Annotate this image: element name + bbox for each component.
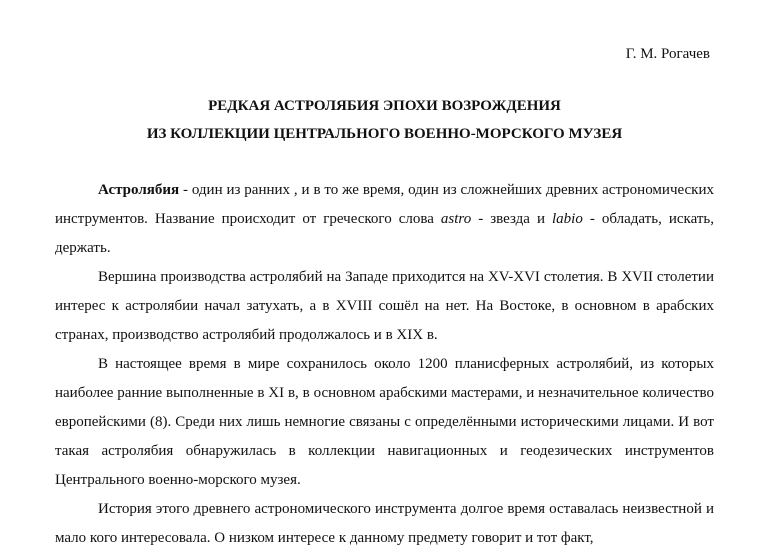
title-line-2: ИЗ КОЛЛЕКЦИИ ЦЕНТРАЛЬНОГО ВОЕННО-МОРСКОГО МУЗЕЯ — [146, 126, 623, 142]
p1-text-b: - звезда и — [471, 211, 552, 227]
author-name: Г. М. Рогачев — [625, 46, 710, 62]
word-labio: labio — [552, 211, 583, 227]
paragraph-1 — [55, 176, 714, 263]
paragraph-2: Вершина производства астролябий на Западе приходится на XV-XVI столетия. В XVII столетии интерес к астролябии начал затухать, а в XVIII сошёл на нет. На Востоке, в основном в арабских странах, производство астролябий продолжалось и в XIX в. — [55, 269, 714, 343]
term-astrolabe: Астролябия — [98, 182, 180, 198]
p1-text-a: - один из ранних , и в то же время, один из сложнейших древних астрономических инструментов. Название происходит от греческого слова — [55, 182, 714, 227]
paragraph-4: История этого древнего астрономического инструмента долгое время оставалась неизвестной и мало кого интересовала. О низком интересе к данному предмету говорит и тот факт, — [55, 501, 714, 546]
body-text — [55, 176, 714, 553]
paragraph-3: В настоящее время в мире сохранилось около 1200 планисферных астролябий, из которых наиболее ранние выполненные в XI в, в основном арабскими мастерами, и незначительное количество европейскими (8). Среди них лишь немногие связаны с определёнными историческими лицами. И вот такая астролябия обнаружилась в коллекции навигационных и геодезических инструментов Центрального военно-морского музея. — [55, 356, 714, 488]
word-astro: astro — [440, 211, 472, 227]
title-line-1: РЕДКАЯ АСТРОЛЯБИЯ ЭПОХИ ВОЗРОЖДЕНИЯ — [208, 98, 561, 114]
p1-text-c: - обладать, искать, держать. — [55, 211, 714, 256]
